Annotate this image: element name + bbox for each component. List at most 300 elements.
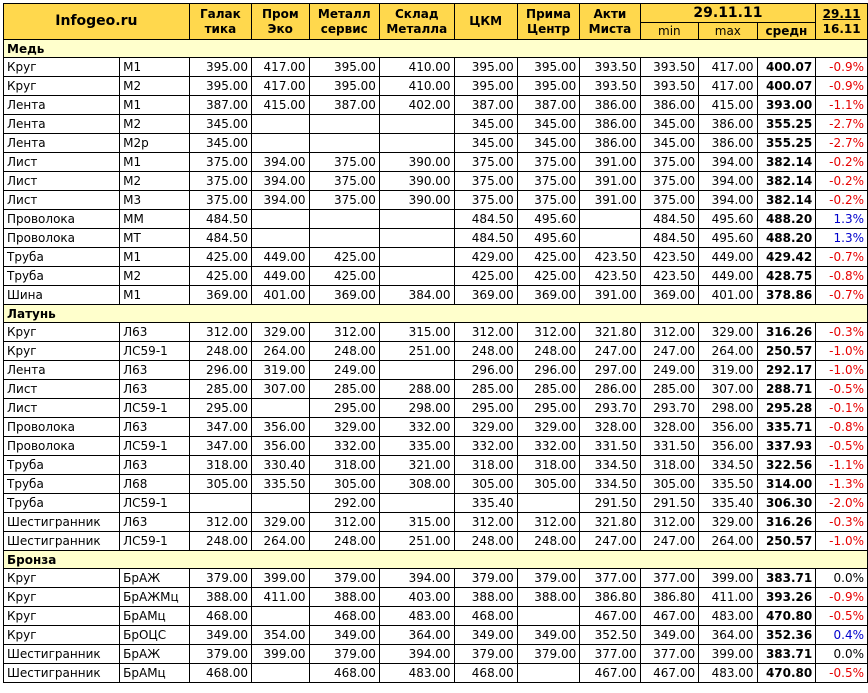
supplier-price: 395.00	[189, 58, 251, 77]
supplier-price: 251.00	[379, 532, 454, 551]
product-name: Лента	[4, 134, 120, 153]
avg-price: 393.00	[757, 96, 816, 115]
supplier-price	[580, 229, 640, 248]
supplier-price	[252, 210, 310, 229]
max-price: 399.00	[699, 645, 757, 664]
supplier-price: 375.00	[309, 172, 379, 191]
supplier-price: 286.00	[580, 380, 640, 399]
price-change: -0.5%	[816, 437, 868, 456]
price-change: -0.7%	[816, 286, 868, 305]
supplier-price: 387.00	[454, 96, 517, 115]
product-name: Проволока	[4, 229, 120, 248]
table-row	[4, 134, 868, 153]
supplier-price: 388.00	[454, 588, 517, 607]
supplier-price: 285.00	[454, 380, 517, 399]
product-name: Шестигранник	[4, 532, 120, 551]
supplier-price: 394.00	[379, 569, 454, 588]
supplier-price: 329.00	[252, 513, 310, 532]
supplier-price	[379, 134, 454, 153]
supplier-price: 305.00	[309, 475, 379, 494]
max-price: 394.00	[699, 153, 757, 172]
header-row	[4, 4, 868, 23]
supplier-price	[252, 607, 310, 626]
supplier-price: 312.00	[517, 323, 579, 342]
supplier-price: 318.00	[189, 456, 251, 475]
table-row	[4, 588, 868, 607]
supplier-price: 390.00	[379, 191, 454, 210]
supplier-price: 247.00	[580, 532, 640, 551]
supplier-price: 375.00	[517, 172, 579, 191]
supplier-price: 410.00	[379, 77, 454, 96]
min-price: 247.00	[640, 342, 698, 361]
supplier-price: 395.00	[454, 77, 517, 96]
supplier-price: 305.00	[517, 475, 579, 494]
avg-price: 400.07	[757, 58, 816, 77]
supplier-price: 345.00	[517, 134, 579, 153]
max-price: 417.00	[699, 58, 757, 77]
avg-price: 382.14	[757, 172, 816, 191]
product-grade: БрОЦС	[120, 626, 190, 645]
min-header: min	[640, 23, 698, 40]
supplier-price: 369.00	[454, 286, 517, 305]
supplier-price: 429.00	[454, 248, 517, 267]
supplier-header-prima-centr: Прима Центр	[517, 4, 579, 40]
supplier-price: 251.00	[379, 342, 454, 361]
avg-price: 382.14	[757, 191, 816, 210]
supplier-price: 379.00	[309, 569, 379, 588]
supplier-price: 379.00	[517, 569, 579, 588]
supplier-price: 388.00	[517, 588, 579, 607]
product-name: Лист	[4, 399, 120, 418]
max-price: 417.00	[699, 77, 757, 96]
avg-price: 470.80	[757, 664, 816, 683]
supplier-price: 312.00	[189, 323, 251, 342]
avg-price: 337.93	[757, 437, 816, 456]
supplier-price: 399.00	[252, 569, 310, 588]
avg-price: 292.17	[757, 361, 816, 380]
supplier-price: 291.50	[580, 494, 640, 513]
supplier-price: 307.00	[252, 380, 310, 399]
supplier-price: 329.00	[454, 418, 517, 437]
product-grade: ММ	[120, 210, 190, 229]
min-price: 291.50	[640, 494, 698, 513]
avg-price: 316.26	[757, 323, 816, 342]
min-price: 331.50	[640, 437, 698, 456]
supplier-price: 375.00	[309, 191, 379, 210]
supplier-price: 425.00	[517, 248, 579, 267]
supplier-price: 319.00	[252, 361, 310, 380]
max-price: 319.00	[699, 361, 757, 380]
supplier-price: 354.00	[252, 626, 310, 645]
price-change: -1.1%	[816, 96, 868, 115]
min-price: 369.00	[640, 286, 698, 305]
supplier-price: 395.00	[309, 77, 379, 96]
supplier-price: 375.00	[517, 191, 579, 210]
supplier-price: 495.60	[517, 210, 579, 229]
supplier-price	[379, 248, 454, 267]
product-grade: Л63	[120, 456, 190, 475]
supplier-price: 411.00	[252, 588, 310, 607]
product-name: Проволока	[4, 418, 120, 437]
supplier-price	[189, 494, 251, 513]
supplier-price	[517, 494, 579, 513]
supplier-price	[252, 134, 310, 153]
supplier-price: 312.00	[454, 513, 517, 532]
supplier-price: 349.00	[189, 626, 251, 645]
supplier-price	[379, 361, 454, 380]
price-change: -0.3%	[816, 513, 868, 532]
min-price: 423.50	[640, 248, 698, 267]
max-price: 415.00	[699, 96, 757, 115]
price-change: -0.3%	[816, 323, 868, 342]
min-price: 318.00	[640, 456, 698, 475]
product-name: Труба	[4, 494, 120, 513]
supplier-price: 312.00	[309, 513, 379, 532]
price-change: -0.9%	[816, 58, 868, 77]
product-grade: М1	[120, 248, 190, 267]
supplier-price: 248.00	[309, 342, 379, 361]
supplier-price: 377.00	[580, 645, 640, 664]
min-price: 345.00	[640, 134, 698, 153]
supplier-header-tskm: ЦКМ	[454, 4, 517, 40]
product-grade: М3	[120, 191, 190, 210]
supplier-price: 403.00	[379, 588, 454, 607]
price-change: -0.2%	[816, 172, 868, 191]
product-grade: МТ	[120, 229, 190, 248]
supplier-price: 395.00	[189, 77, 251, 96]
supplier-price: 425.00	[189, 267, 251, 286]
supplier-price: 332.00	[309, 437, 379, 456]
supplier-price: 349.00	[517, 626, 579, 645]
supplier-price: 335.00	[379, 437, 454, 456]
supplier-price: 391.00	[580, 286, 640, 305]
table-row	[4, 456, 868, 475]
product-name: Шина	[4, 286, 120, 305]
supplier-price: 375.00	[189, 153, 251, 172]
supplier-price	[309, 229, 379, 248]
supplier-price: 386.00	[580, 115, 640, 134]
product-name: Круг	[4, 569, 120, 588]
supplier-price: 297.00	[580, 361, 640, 380]
supplier-price: 285.00	[517, 380, 579, 399]
product-grade: БрАМц	[120, 664, 190, 683]
supplier-price: 329.00	[252, 323, 310, 342]
product-grade: БрАЖ	[120, 645, 190, 664]
avg-price: 335.71	[757, 418, 816, 437]
min-price: 305.00	[640, 475, 698, 494]
product-name: Труба	[4, 248, 120, 267]
avg-price: 393.26	[757, 588, 816, 607]
supplier-price: 369.00	[517, 286, 579, 305]
supplier-price: 379.00	[454, 645, 517, 664]
supplier-price: 308.00	[379, 475, 454, 494]
table-row	[4, 286, 868, 305]
supplier-price: 248.00	[517, 342, 579, 361]
min-price: 375.00	[640, 172, 698, 191]
supplier-price: 468.00	[189, 664, 251, 683]
avg-price: 400.07	[757, 77, 816, 96]
supplier-price: 467.00	[580, 607, 640, 626]
supplier-price: 484.50	[454, 210, 517, 229]
supplier-price: 483.00	[379, 664, 454, 683]
table-row	[4, 267, 868, 286]
supplier-price: 425.00	[454, 267, 517, 286]
supplier-price: 295.00	[454, 399, 517, 418]
supplier-price: 364.00	[379, 626, 454, 645]
avg-price: 488.20	[757, 229, 816, 248]
product-grade: БрАМц	[120, 607, 190, 626]
table-row	[4, 153, 868, 172]
supplier-price: 394.00	[252, 191, 310, 210]
supplier-price: 375.00	[309, 153, 379, 172]
supplier-price: 321.80	[580, 513, 640, 532]
supplier-price: 391.00	[580, 153, 640, 172]
change-header: 29.11 16.11	[816, 4, 868, 40]
supplier-price: 379.00	[454, 569, 517, 588]
avg-price: 322.56	[757, 456, 816, 475]
supplier-price: 375.00	[454, 191, 517, 210]
supplier-price: 312.00	[189, 513, 251, 532]
supplier-price: 248.00	[517, 532, 579, 551]
max-price: 394.00	[699, 172, 757, 191]
product-grade: ЛС59-1	[120, 399, 190, 418]
max-price: 264.00	[699, 342, 757, 361]
group-title: Медь	[4, 40, 868, 58]
max-price: 394.00	[699, 191, 757, 210]
max-price: 335.50	[699, 475, 757, 494]
product-name: Шестигранник	[4, 645, 120, 664]
avg-price: 250.57	[757, 532, 816, 551]
supplier-price: 315.00	[379, 323, 454, 342]
supplier-price: 391.00	[580, 191, 640, 210]
min-price: 484.50	[640, 229, 698, 248]
max-price: 356.00	[699, 437, 757, 456]
supplier-price: 318.00	[517, 456, 579, 475]
supplier-price: 331.50	[580, 437, 640, 456]
product-grade: БрАЖМц	[120, 588, 190, 607]
product-grade: М2	[120, 77, 190, 96]
supplier-price: 401.00	[252, 286, 310, 305]
supplier-price: 247.00	[580, 342, 640, 361]
avg-price: 316.26	[757, 513, 816, 532]
product-grade: Л63	[120, 418, 190, 437]
min-price: 375.00	[640, 153, 698, 172]
price-change: -1.0%	[816, 361, 868, 380]
avg-price: 306.30	[757, 494, 816, 513]
table-row	[4, 96, 868, 115]
supplier-price: 248.00	[454, 532, 517, 551]
avg-header: средн	[757, 23, 816, 40]
price-change: 0.0%	[816, 645, 868, 664]
max-header: max	[699, 23, 757, 40]
group-header-row	[4, 305, 868, 323]
supplier-price: 387.00	[517, 96, 579, 115]
supplier-price	[252, 494, 310, 513]
supplier-price: 295.00	[517, 399, 579, 418]
table-row	[4, 115, 868, 134]
product-grade: БрАЖ	[120, 569, 190, 588]
supplier-price: 395.00	[454, 58, 517, 77]
table-row	[4, 494, 868, 513]
supplier-price	[379, 494, 454, 513]
supplier-price: 345.00	[454, 134, 517, 153]
supplier-price: 379.00	[309, 645, 379, 664]
min-price: 293.70	[640, 399, 698, 418]
price-change: -0.8%	[816, 267, 868, 286]
price-change: -2.7%	[816, 134, 868, 153]
supplier-price	[309, 115, 379, 134]
price-change: -0.1%	[816, 399, 868, 418]
min-price: 386.80	[640, 588, 698, 607]
min-price: 285.00	[640, 380, 698, 399]
supplier-price: 248.00	[309, 532, 379, 551]
supplier-price: 312.00	[454, 323, 517, 342]
supplier-price: 379.00	[189, 645, 251, 664]
supplier-price: 248.00	[454, 342, 517, 361]
table-row	[4, 607, 868, 626]
min-price: 345.00	[640, 115, 698, 134]
supplier-price: 425.00	[309, 267, 379, 286]
product-grade: М1	[120, 96, 190, 115]
min-price: 312.00	[640, 323, 698, 342]
supplier-price: 335.40	[454, 494, 517, 513]
supplier-price: 375.00	[517, 153, 579, 172]
price-change: -1.0%	[816, 342, 868, 361]
supplier-header-aktimista: Акти Миста	[580, 4, 640, 40]
supplier-price: 484.50	[189, 229, 251, 248]
avg-price: 352.36	[757, 626, 816, 645]
supplier-price: 332.00	[517, 437, 579, 456]
avg-price: 383.71	[757, 569, 816, 588]
product-name: Лента	[4, 96, 120, 115]
max-price: 264.00	[699, 532, 757, 551]
min-price: 386.00	[640, 96, 698, 115]
product-grade: М2	[120, 267, 190, 286]
supplier-price: 345.00	[517, 115, 579, 134]
supplier-price: 298.00	[379, 399, 454, 418]
supplier-price: 387.00	[309, 96, 379, 115]
supplier-price: 321.80	[580, 323, 640, 342]
supplier-price: 248.00	[189, 532, 251, 551]
supplier-price: 296.00	[189, 361, 251, 380]
supplier-price: 484.50	[189, 210, 251, 229]
supplier-price: 356.00	[252, 437, 310, 456]
avg-price: 314.00	[757, 475, 816, 494]
product-name: Круг	[4, 323, 120, 342]
min-price: 393.50	[640, 58, 698, 77]
supplier-price: 390.00	[379, 172, 454, 191]
product-grade: Л63	[120, 513, 190, 532]
price-change: -0.8%	[816, 418, 868, 437]
group-header-row	[4, 40, 868, 58]
min-price: 377.00	[640, 645, 698, 664]
supplier-price: 375.00	[189, 172, 251, 191]
price-change: 0.4%	[816, 626, 868, 645]
supplier-price: 393.50	[580, 58, 640, 77]
max-price: 334.50	[699, 456, 757, 475]
min-price: 423.50	[640, 267, 698, 286]
price-table	[3, 3, 868, 683]
product-name: Круг	[4, 588, 120, 607]
price-change: -1.0%	[816, 532, 868, 551]
product-name: Труба	[4, 456, 120, 475]
supplier-price: 292.00	[309, 494, 379, 513]
avg-price: 470.80	[757, 607, 816, 626]
max-price: 329.00	[699, 323, 757, 342]
supplier-price: 312.00	[517, 513, 579, 532]
supplier-price: 334.50	[580, 475, 640, 494]
table-row	[4, 513, 868, 532]
supplier-price: 375.00	[189, 191, 251, 210]
price-change: -0.2%	[816, 153, 868, 172]
table-row	[4, 172, 868, 191]
supplier-price: 334.50	[580, 456, 640, 475]
min-price: 484.50	[640, 210, 698, 229]
table-row	[4, 645, 868, 664]
product-name: Круг	[4, 626, 120, 645]
product-grade: Л68	[120, 475, 190, 494]
product-grade: ЛС59-1	[120, 532, 190, 551]
supplier-price: 312.00	[309, 323, 379, 342]
supplier-price: 402.00	[379, 96, 454, 115]
product-name: Труба	[4, 475, 120, 494]
product-grade: М2	[120, 172, 190, 191]
price-change: 0.0%	[816, 569, 868, 588]
price-date: 29.11.11	[640, 4, 816, 23]
product-name: Лист	[4, 191, 120, 210]
table-row	[4, 569, 868, 588]
supplier-price: 285.00	[309, 380, 379, 399]
min-price: 328.00	[640, 418, 698, 437]
supplier-price: 321.00	[379, 456, 454, 475]
supplier-price: 293.70	[580, 399, 640, 418]
product-grade: ЛС59-1	[120, 437, 190, 456]
max-price: 386.00	[699, 115, 757, 134]
supplier-price: 394.00	[379, 645, 454, 664]
min-price: 247.00	[640, 532, 698, 551]
price-change: -1.1%	[816, 456, 868, 475]
supplier-price: 386.00	[580, 134, 640, 153]
supplier-price: 467.00	[580, 664, 640, 683]
supplier-price: 285.00	[189, 380, 251, 399]
group-title: Бронза	[4, 551, 868, 569]
max-price: 495.60	[699, 229, 757, 248]
supplier-price	[517, 607, 579, 626]
product-grade: ЛС59-1	[120, 494, 190, 513]
product-grade: М2р	[120, 134, 190, 153]
supplier-price: 329.00	[517, 418, 579, 437]
product-name: Лист	[4, 172, 120, 191]
avg-price: 488.20	[757, 210, 816, 229]
supplier-price	[252, 229, 310, 248]
avg-price: 355.25	[757, 115, 816, 134]
supplier-price: 425.00	[189, 248, 251, 267]
table-row	[4, 58, 868, 77]
table-row	[4, 664, 868, 683]
product-name: Лист	[4, 380, 120, 399]
supplier-price: 249.00	[309, 361, 379, 380]
avg-price: 428.75	[757, 267, 816, 286]
supplier-price: 388.00	[309, 588, 379, 607]
min-price: 393.50	[640, 77, 698, 96]
product-name: Шестигранник	[4, 664, 120, 683]
supplier-price: 425.00	[309, 248, 379, 267]
product-grade: Л63	[120, 323, 190, 342]
supplier-price	[252, 115, 310, 134]
supplier-price: 328.00	[580, 418, 640, 437]
min-price: 467.00	[640, 607, 698, 626]
supplier-price: 417.00	[252, 77, 310, 96]
